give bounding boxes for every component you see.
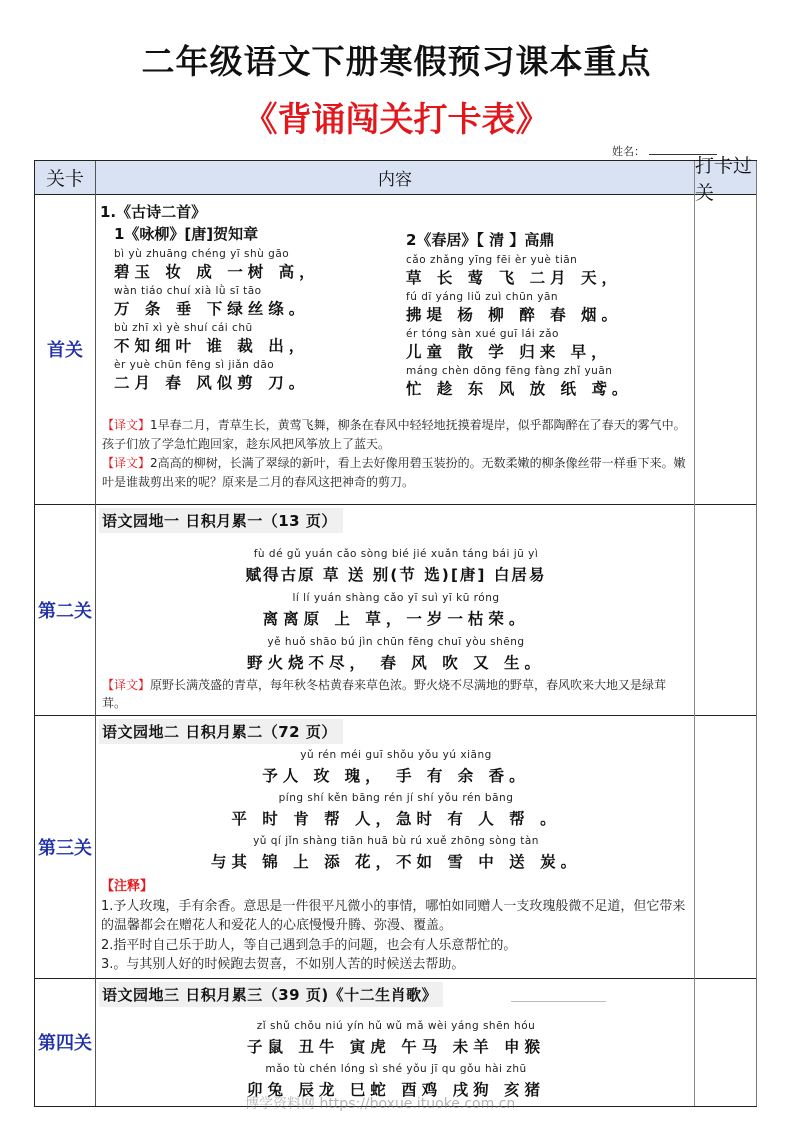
page-title: 二年级语文下册寒假预习课本重点 — [141, 42, 652, 81]
content-cell — [95, 978, 695, 1106]
poem-line: 草 长 莺 飞 二月 天， — [406, 269, 622, 287]
translation-2 — [102, 454, 690, 492]
table-row-level-1 — [34, 193, 757, 505]
pinyin-line: wàn tiáo chuí xià lǜ sī tāo — [114, 285, 262, 297]
column-header-content: 内容 — [95, 161, 695, 194]
section-title: 语文园地二 日积月累二（72 页） — [99, 719, 343, 744]
translation-1 — [102, 416, 690, 454]
pinyin-line: yǔ qí jǐn shàng tiān huā bù rú xuě zhōng sòng tàn — [253, 835, 539, 847]
level-label: 第三关 — [34, 715, 95, 978]
poem-line: 拂堤 杨 柳 醉 春 烟。 — [406, 306, 622, 324]
poem-line: 忙 趁 东 风 放 纸 鸢。 — [406, 380, 633, 398]
table-row-level-3 — [34, 715, 757, 979]
section-title: 语文园地三 日积月累三（39 页)《十二生肖歌》 — [99, 982, 443, 1007]
translation-tag: 【译文】 — [102, 418, 151, 432]
name-label: 姓名： — [612, 145, 645, 158]
section-title: 1.《古诗二首》 — [100, 203, 207, 221]
pinyin-line: zǐ shǔ chǒu niú yín hǔ wǔ mǎ wèi yáng shēn hóu — [256, 1020, 536, 1032]
poem-2 — [406, 229, 632, 399]
poem-1 — [114, 223, 320, 393]
poem-line: 予人 玫 瑰， 手 有 余 香。 — [262, 767, 530, 785]
pinyin-line: èr yuè chūn fēng sì jiǎn dāo — [114, 359, 275, 371]
watermark: 博学资料网 https://boxue.ituoke.com.cn — [245, 1096, 516, 1112]
poem-line: 卯兔 辰龙 巳蛇 酉鸡 戌狗 亥猪 — [247, 1081, 545, 1099]
translation-text: 原野长满茂盛的青草，每年秋冬枯黄春来草色浓。野火烧不尽满地的野草，春风吹来大地又是绿茸茸。 — [102, 678, 667, 710]
level-label: 首关 — [34, 193, 95, 504]
poem-line: 赋得古原 草 送 别(节 选)[唐] 白居易 — [245, 566, 547, 584]
checkin-cell[interactable] — [695, 715, 757, 978]
note-2: 2.指平时自己乐于助人，等自己遇到急手的问题，也会有人乐意帮忙的。 — [101, 937, 517, 953]
content-cell — [95, 193, 695, 504]
column-header-checkin: 打卡过关 — [695, 161, 757, 194]
translation-block — [102, 416, 690, 492]
poem-line: 平 时 肯 帮 人，急时 有 人 帮 。 — [231, 810, 561, 828]
pinyin-line: máng chèn dōng fēng fàng zhǐ yuān — [406, 365, 613, 377]
section-title-underline — [511, 1001, 606, 1002]
poem-line: 二月 春 风似剪 刀。 — [114, 374, 310, 392]
poem-line: 不知细叶 谁 裁 出， — [114, 337, 310, 355]
checkin-cell[interactable] — [695, 504, 757, 715]
pinyin-line: yě huǒ shāo bú jìn chūn fēng chuī yòu shēng — [267, 636, 525, 648]
page-subtitle: 《背诵闯关打卡表》 — [243, 100, 550, 140]
content-cell — [95, 504, 695, 715]
pinyin-line: bù zhī xì yè shuí cái chū — [114, 322, 253, 334]
notes-label: 【注释】 — [101, 879, 154, 894]
note-3: 3.。与其别人好的时候跑去贺喜，不如别人苦的时候送去帮助。 — [101, 957, 465, 972]
pinyin-line: lí lí yuán shàng cǎo yī suì yī kū róng — [292, 592, 500, 604]
column-header-level: 关卡 — [34, 161, 95, 194]
pinyin-line: mǎo tù chén lóng sì shé yǒu jī qu gǒu hài zhū — [265, 1063, 527, 1075]
poem-line: 子鼠 丑牛 寅虎 午马 未羊 申猴 — [247, 1038, 545, 1056]
pinyin-line: ér tóng sàn xué guī lái zǎo — [406, 328, 559, 340]
translation-tag: 【译文】 — [102, 456, 151, 470]
translation — [102, 676, 690, 712]
checkin-cell[interactable] — [695, 193, 757, 504]
pinyin-line: fú dī yáng liǔ zuì chūn yān — [406, 291, 559, 303]
level-label: 第四关 — [34, 978, 95, 1106]
poem-line: 碧玉 妆 成 一树 高， — [114, 263, 320, 281]
content-cell — [95, 715, 695, 978]
note-1: 1.予人玫瑰，手有余香。意思是一件很平凡微小的事情，哪怕如同赠人一支玫瑰般微不足道，但它带来的温馨都会在赠花人和爱花人的心底慢慢升腾、弥漫、覆盖。 — [101, 898, 686, 933]
pinyin-line: fù dé gǔ yuán cǎo sòng bié jié xuǎn táng bái jū yì — [253, 548, 539, 560]
table-row-level-2 — [34, 504, 757, 716]
translation-text: 1早春二月，青草生长，黄莺飞舞，柳条在春风中轻轻地抚摸着堤岸，似乎都陶醉在了春天的雾气中。孩子们放了学急忙跑回家，趁东风把风筝放上了蓝天。 — [102, 418, 686, 451]
table-row-level-4 — [34, 978, 757, 1107]
pinyin-line: yǔ rén méi guī shǒu yǒu yú xiāng — [300, 749, 492, 761]
poem-line: 万 条 垂 下绿丝绦。 — [114, 300, 310, 318]
translation-text: 2高高的柳树，长满了翠绿的新叶，看上去好像用碧玉装扮的。无数柔嫩的柳条像丝带一样垂下来。嫩叶是谁裁剪出来的呢？原来是二月的春风这把神奇的剪刀。 — [102, 456, 686, 489]
section-title: 语文园地一 日积月累一（13 页） — [99, 508, 343, 533]
poem-heading: 1《咏柳》[唐]贺知章 — [114, 225, 259, 243]
notes-block — [101, 877, 689, 975]
checkin-cell[interactable] — [695, 978, 757, 1106]
poem-line: 野火烧不尽， 春 风 吹 又 生。 — [247, 654, 545, 672]
level-label: 第二关 — [34, 504, 95, 715]
pinyin-line: píng shí kěn bāng rén jí shí yǒu rén bāng — [278, 792, 514, 804]
poem-line: 离离原 上 草，一岁一枯荣。 — [262, 610, 530, 628]
translation-tag: 【译文】 — [102, 678, 151, 692]
table-header-row — [34, 154, 757, 204]
poem-line: 与其 锦 上 添 花，不如 雪 中 送 炭。 — [210, 853, 582, 871]
poem-heading: 2《春居》【 清 】高鼎 — [406, 231, 555, 249]
pinyin-line: cǎo zhǎng yīng fēi èr yuè tiān — [406, 254, 578, 266]
pinyin-line: bì yù zhuāng chéng yī shù gāo — [114, 248, 290, 260]
poem-line: 儿童 散 学 归来 早， — [406, 343, 612, 361]
